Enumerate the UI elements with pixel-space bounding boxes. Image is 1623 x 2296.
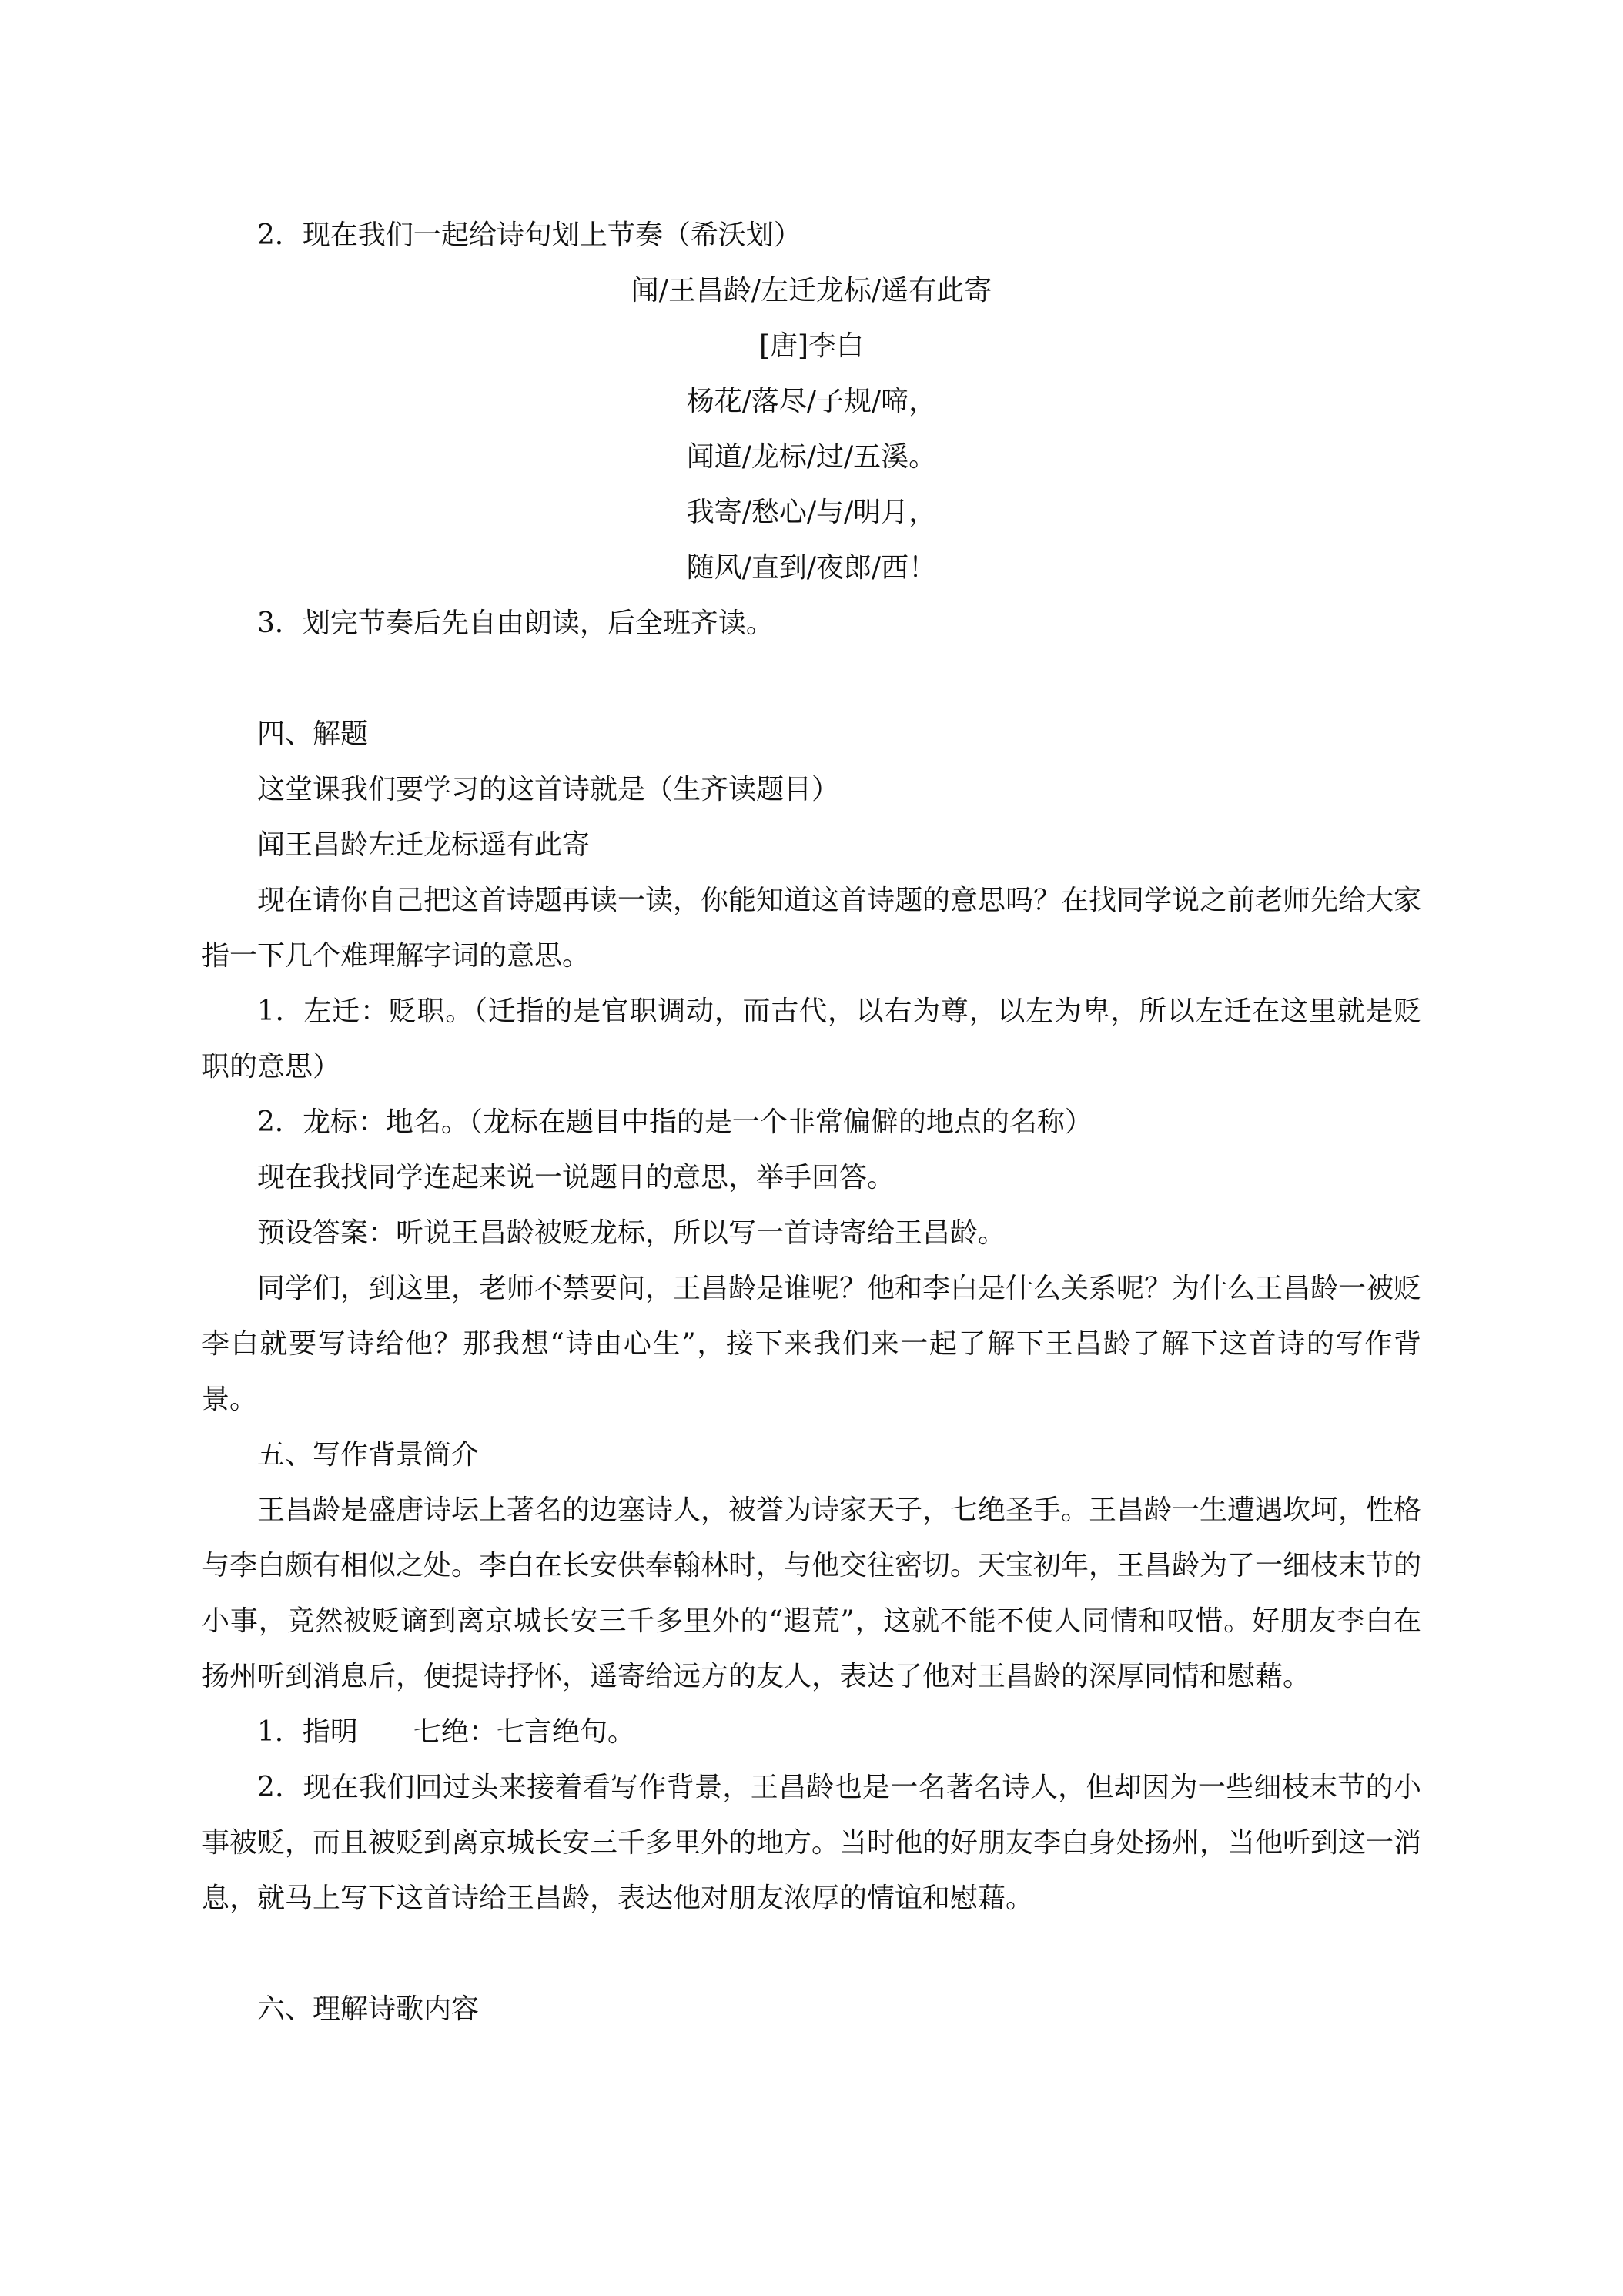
poem-title: 闻/王昌龄/左迁龙标/遥有此寄 — [631, 275, 992, 306]
item-read: 3．划完节奏后先自由朗读，后全班齐读。 — [257, 607, 774, 639]
section-heading-4: 四、解题 — [257, 718, 369, 750]
poem-line: 杨花/落尽/子规/啼， — [686, 386, 937, 417]
poem-line: 随风/直到/夜郎/西！ — [686, 552, 937, 584]
paragraph: 闻王昌龄左迁龙标遥有此寄 — [257, 829, 591, 861]
list-item: 2．现在我们回过头来接着看写作背景，王昌龄也是一名著名诗人，但却因为一些细枝末节的小事被贬，而且被贬到离京城长安三千多里外的地方。当时他的好朋友李白身处扬州，当他听到这一消息，就马上写下这首诗给王昌龄，表达他对朋友浓厚的情谊和慰藉。 — [202, 1772, 1422, 1914]
item-rhythm: 2．现在我们一起给诗句划上节奏（希沃划） — [257, 219, 801, 251]
list-item: 1．左迁：贬职。（迁指的是官职调动，而古代，以右为尊，以左为卑，所以左迁在这里就是贬职的意思） — [202, 996, 1421, 1083]
section-heading-6: 六、理解诗歌内容 — [257, 1993, 480, 2025]
blank-line — [202, 1926, 1421, 1982]
poem-line: 闻道/龙标/过/五溪。 — [686, 441, 937, 473]
paragraph: 现在我找同学连起来说一说题目的意思，举手回答。 — [257, 1162, 895, 1193]
paragraph: 这堂课我们要学习的这首诗就是（生齐读题目） — [257, 774, 840, 805]
list-item: 1．指明 七绝：七言绝句。 — [257, 1716, 635, 1748]
document-body — [202, 208, 1421, 2037]
list-item: 2．龙标：地名。（龙标在题目中指的是一个非常偏僻的地点的名称） — [257, 1106, 1093, 1138]
poem-author: [唐]李白 — [758, 330, 865, 362]
poem-block — [202, 263, 1421, 596]
section-heading-5: 五、写作背景简介 — [257, 1439, 480, 1471]
paragraph: 同学们，到这里，老师不禁要问，王昌龄是谁呢？他和李白是什么关系呢？为什么王昌龄一被贬李白就要写诗给他？那我想“诗由心生”，接下来我们来一起了解下王昌龄了解下这首诗的写作背景。 — [202, 1273, 1422, 1415]
blank-line — [202, 651, 1421, 707]
paragraph: 预设答案：听说王昌龄被贬龙标，所以写一首诗寄给王昌龄。 — [257, 1217, 1006, 1249]
poem-line: 我寄/愁心/与/明月， — [686, 497, 937, 528]
paragraph: 王昌龄是盛唐诗坛上著名的边塞诗人，被誉为诗家天子，七绝圣手。王昌龄一生遭遇坎坷，性格与李白颇有相似之处。李白在长安供奉翰林时，与他交往密切。天宝初年，王昌龄为了一细枝末节的小事，竟然被贬谪到离京城长安三千多里外的“遐荒”，这就不能不使人同情和叹惜。好朋友李白在扬州听到消息后，便提诗抒怀，遥寄给远方的友人，表达了他对王昌龄的深厚同情和慰藉。 — [202, 1494, 1422, 1692]
paragraph: 现在请你自己把这首诗题再读一读，你能知道这首诗题的意思吗？在找同学说之前老师先给大家指一下几个难理解字词的意思。 — [202, 885, 1422, 972]
